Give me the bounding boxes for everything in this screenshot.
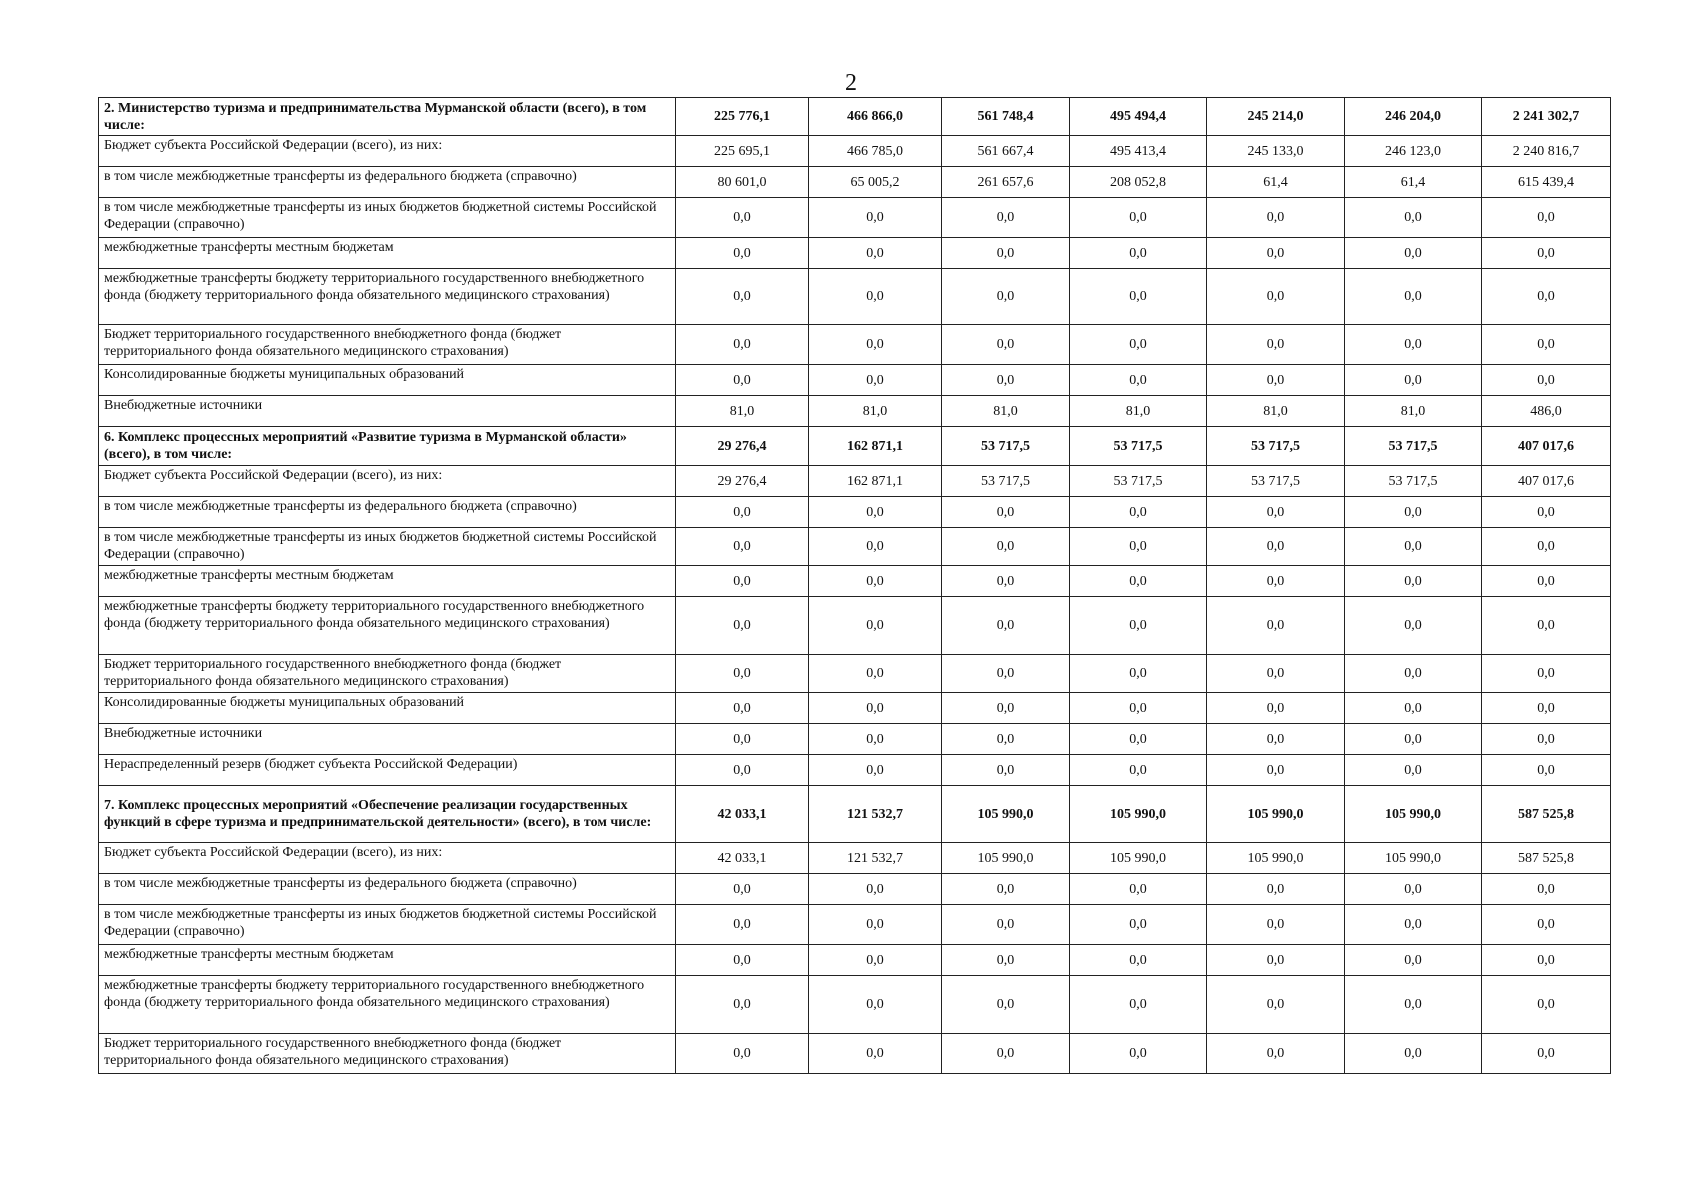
row-value-cell: 162 871,1: [809, 427, 942, 466]
row-total-cell: 0,0: [1482, 724, 1611, 755]
table-row: [99, 945, 1611, 976]
row-value-cell: 0,0: [942, 655, 1070, 693]
row-value-cell: 0,0: [1345, 365, 1482, 396]
row-label: 7. Комплекс процессных мероприятий «Обеспечение реализации государственных функций в сфере туризма и предпринимательской деятельности» (всего), в том числе:: [104, 798, 652, 830]
row-value-cell: 0,0: [942, 497, 1070, 528]
row-value-cell: 61,4: [1345, 167, 1482, 198]
row-value-cell: 0,0: [676, 945, 809, 976]
row-label: межбюджетные трансферты местным бюджетам: [104, 947, 394, 962]
row-value-cell: 0,0: [676, 365, 809, 396]
row-value-cell: 0,0: [809, 905, 942, 945]
row-total-cell: 0,0: [1482, 198, 1611, 238]
row-value-cell: 42 033,1: [676, 786, 809, 843]
row-label: межбюджетные трансферты бюджету территориального государственного внебюджетного фонда (бюджету территориального фонда обязательного медицинского страхования): [104, 978, 645, 1010]
row-value-cell: 0,0: [942, 945, 1070, 976]
row-value-cell: 0,0: [1345, 945, 1482, 976]
row-label: Консолидированные бюджеты муниципальных образований: [104, 695, 465, 710]
row-value-cell: 0,0: [809, 198, 942, 238]
row-value-cell: 466 785,0: [809, 136, 942, 167]
row-value-cell: 0,0: [1345, 976, 1482, 1034]
budget-table: [98, 97, 1611, 1074]
row-total-cell: 0,0: [1482, 269, 1611, 325]
row-value-cell: 466 866,0: [809, 98, 942, 136]
row-value-cell: 0,0: [1207, 1034, 1345, 1074]
row-value-cell: 53 717,5: [942, 427, 1070, 466]
row-value-cell: 0,0: [942, 238, 1070, 269]
row-value-cell: 0,0: [1070, 724, 1207, 755]
row-value-cell: 0,0: [676, 597, 809, 655]
row-value-cell: 0,0: [1345, 693, 1482, 724]
row-value-cell: 0,0: [942, 874, 1070, 905]
table-row: [99, 786, 1611, 843]
row-value-cell: 53 717,5: [942, 466, 1070, 497]
row-label-cell: [99, 198, 676, 238]
row-value-cell: 0,0: [1345, 1034, 1482, 1074]
row-value-cell: 29 276,4: [676, 427, 809, 466]
row-label: Бюджет территориального государственного внебюджетного фонда (бюджет территориального фонда обязательного медицинского страхования): [104, 327, 562, 359]
row-value-cell: 162 871,1: [809, 466, 942, 497]
row-value-cell: 0,0: [1207, 945, 1345, 976]
row-label: Бюджет территориального государственного внебюджетного фонда (бюджет территориального фонда обязательного медицинского страхования): [104, 1036, 562, 1068]
row-value-cell: 208 052,8: [1070, 167, 1207, 198]
row-value-cell: 225 776,1: [676, 98, 809, 136]
row-total-cell: 0,0: [1482, 325, 1611, 365]
row-value-cell: 29 276,4: [676, 466, 809, 497]
row-label: Бюджет субъекта Российской Федерации (всего), из них:: [104, 845, 443, 860]
row-value-cell: 0,0: [676, 755, 809, 786]
row-value-cell: 81,0: [1345, 396, 1482, 427]
row-value-cell: 53 717,5: [1070, 427, 1207, 466]
row-total-cell: 0,0: [1482, 755, 1611, 786]
row-value-cell: 0,0: [676, 655, 809, 693]
row-value-cell: 0,0: [676, 724, 809, 755]
row-value-cell: 0,0: [1207, 528, 1345, 566]
row-total-cell: 0,0: [1482, 566, 1611, 597]
row-total-cell: 587 525,8: [1482, 843, 1611, 874]
row-value-cell: 0,0: [942, 365, 1070, 396]
row-value-cell: 0,0: [809, 269, 942, 325]
row-value-cell: 245 133,0: [1207, 136, 1345, 167]
row-value-cell: 105 990,0: [1070, 843, 1207, 874]
row-value-cell: 81,0: [676, 396, 809, 427]
row-value-cell: 0,0: [1070, 597, 1207, 655]
row-value-cell: 0,0: [676, 528, 809, 566]
row-label-cell: [99, 528, 676, 566]
row-value-cell: 105 990,0: [1345, 843, 1482, 874]
row-value-cell: 0,0: [809, 755, 942, 786]
row-value-cell: 0,0: [809, 1034, 942, 1074]
row-value-cell: 53 717,5: [1345, 466, 1482, 497]
row-value-cell: 0,0: [1207, 976, 1345, 1034]
row-value-cell: 0,0: [1345, 755, 1482, 786]
row-label: в том числе межбюджетные трансферты из иных бюджетов бюджетной системы Российской Федерации (справочно): [104, 907, 657, 939]
row-label: межбюджетные трансферты бюджету территориального государственного внебюджетного фонда (бюджету территориального фонда обязательного медицинского страхования): [104, 599, 645, 631]
row-total-cell: 0,0: [1482, 655, 1611, 693]
row-value-cell: 0,0: [1070, 655, 1207, 693]
row-value-cell: 0,0: [1345, 269, 1482, 325]
page-number: 2: [845, 70, 857, 96]
row-value-cell: 225 695,1: [676, 136, 809, 167]
row-value-cell: 81,0: [1207, 396, 1345, 427]
row-value-cell: 0,0: [1070, 874, 1207, 905]
row-label-cell: [99, 98, 676, 136]
row-total-cell: 0,0: [1482, 528, 1611, 566]
table-row: [99, 566, 1611, 597]
row-label: Бюджет территориального государственного внебюджетного фонда (бюджет территориального фонда обязательного медицинского страхования): [104, 657, 562, 689]
table-row: [99, 136, 1611, 167]
row-label-cell: [99, 365, 676, 396]
row-value-cell: 0,0: [676, 238, 809, 269]
row-value-cell: 0,0: [676, 566, 809, 597]
row-value-cell: 0,0: [1345, 724, 1482, 755]
row-value-cell: 0,0: [1207, 755, 1345, 786]
table-row: [99, 597, 1611, 655]
row-value-cell: 0,0: [942, 269, 1070, 325]
row-value-cell: 53 717,5: [1345, 427, 1482, 466]
table-row: [99, 976, 1611, 1034]
row-value-cell: 65 005,2: [809, 167, 942, 198]
row-value-cell: 0,0: [942, 693, 1070, 724]
row-label-cell: [99, 786, 676, 843]
row-value-cell: 0,0: [1070, 497, 1207, 528]
row-label-cell: [99, 427, 676, 466]
row-label-cell: [99, 1034, 676, 1074]
row-value-cell: 246 123,0: [1345, 136, 1482, 167]
row-value-cell: 0,0: [1070, 1034, 1207, 1074]
row-label-cell: [99, 167, 676, 198]
row-label-cell: [99, 693, 676, 724]
table-row: [99, 724, 1611, 755]
table-row: [99, 466, 1611, 497]
table-row: [99, 198, 1611, 238]
row-value-cell: 0,0: [1345, 655, 1482, 693]
row-label: в том числе межбюджетные трансферты из иных бюджетов бюджетной системы Российской Федерации (справочно): [104, 530, 657, 562]
row-label-cell: [99, 945, 676, 976]
row-value-cell: 0,0: [1070, 238, 1207, 269]
row-label: межбюджетные трансферты местным бюджетам: [104, 240, 394, 255]
row-value-cell: 0,0: [1070, 365, 1207, 396]
row-total-cell: 587 525,8: [1482, 786, 1611, 843]
row-value-cell: 0,0: [1070, 905, 1207, 945]
row-value-cell: 561 748,4: [942, 98, 1070, 136]
row-total-cell: 407 017,6: [1482, 427, 1611, 466]
row-value-cell: 0,0: [1207, 566, 1345, 597]
row-label: Консолидированные бюджеты муниципальных образований: [104, 367, 465, 382]
row-value-cell: 0,0: [809, 724, 942, 755]
row-total-cell: 0,0: [1482, 365, 1611, 396]
table-row: [99, 167, 1611, 198]
table-row: [99, 655, 1611, 693]
row-total-cell: 0,0: [1482, 597, 1611, 655]
row-value-cell: 0,0: [676, 198, 809, 238]
row-value-cell: 0,0: [676, 269, 809, 325]
row-value-cell: 0,0: [676, 497, 809, 528]
table-row: [99, 905, 1611, 945]
row-value-cell: 0,0: [1070, 528, 1207, 566]
row-value-cell: 0,0: [942, 597, 1070, 655]
table-row: [99, 427, 1611, 466]
row-value-cell: 0,0: [1345, 325, 1482, 365]
row-label-cell: [99, 755, 676, 786]
row-value-cell: 245 214,0: [1207, 98, 1345, 136]
table-row: [99, 1034, 1611, 1074]
row-value-cell: 0,0: [942, 905, 1070, 945]
row-value-cell: 105 990,0: [1070, 786, 1207, 843]
row-value-cell: 0,0: [1345, 566, 1482, 597]
row-value-cell: 53 717,5: [1207, 427, 1345, 466]
row-value-cell: 0,0: [1345, 497, 1482, 528]
row-label: Внебюджетные источники: [104, 726, 263, 741]
row-total-cell: 2 240 816,7: [1482, 136, 1611, 167]
row-value-cell: 80 601,0: [676, 167, 809, 198]
row-label: в том числе межбюджетные трансферты из федерального бюджета (справочно): [104, 169, 577, 184]
row-value-cell: 0,0: [1070, 755, 1207, 786]
row-value-cell: 0,0: [1070, 945, 1207, 976]
row-value-cell: 121 532,7: [809, 786, 942, 843]
row-total-cell: 0,0: [1482, 976, 1611, 1034]
row-label-cell: [99, 874, 676, 905]
row-value-cell: 0,0: [1207, 724, 1345, 755]
row-value-cell: 0,0: [942, 755, 1070, 786]
row-label-cell: [99, 497, 676, 528]
row-value-cell: 0,0: [809, 238, 942, 269]
row-value-cell: 0,0: [1207, 874, 1345, 905]
row-total-cell: 0,0: [1482, 693, 1611, 724]
row-label-cell: [99, 466, 676, 497]
row-value-cell: 0,0: [942, 198, 1070, 238]
table-row: [99, 874, 1611, 905]
row-value-cell: 0,0: [1070, 325, 1207, 365]
row-value-cell: 0,0: [1070, 976, 1207, 1034]
row-label-cell: [99, 597, 676, 655]
row-value-cell: 42 033,1: [676, 843, 809, 874]
row-value-cell: 105 990,0: [1207, 786, 1345, 843]
row-value-cell: 0,0: [1207, 325, 1345, 365]
row-value-cell: 0,0: [942, 566, 1070, 597]
table-row: [99, 365, 1611, 396]
row-value-cell: 0,0: [1070, 198, 1207, 238]
row-value-cell: 81,0: [809, 396, 942, 427]
row-value-cell: 0,0: [1207, 655, 1345, 693]
row-label-cell: [99, 976, 676, 1034]
row-label: межбюджетные трансферты местным бюджетам: [104, 568, 394, 583]
row-total-cell: 0,0: [1482, 497, 1611, 528]
row-value-cell: 0,0: [676, 905, 809, 945]
row-value-cell: 0,0: [942, 528, 1070, 566]
row-total-cell: 0,0: [1482, 874, 1611, 905]
row-value-cell: 0,0: [1207, 269, 1345, 325]
row-value-cell: 81,0: [1070, 396, 1207, 427]
row-value-cell: 0,0: [1207, 365, 1345, 396]
row-total-cell: 615 439,4: [1482, 167, 1611, 198]
row-value-cell: 0,0: [809, 945, 942, 976]
row-value-cell: 0,0: [1207, 238, 1345, 269]
row-value-cell: 0,0: [1345, 198, 1482, 238]
row-value-cell: 0,0: [1207, 905, 1345, 945]
row-value-cell: 0,0: [809, 365, 942, 396]
row-value-cell: 0,0: [809, 497, 942, 528]
row-label-cell: [99, 566, 676, 597]
row-value-cell: 0,0: [809, 976, 942, 1034]
row-value-cell: 0,0: [809, 325, 942, 365]
row-value-cell: 0,0: [676, 693, 809, 724]
row-value-cell: 0,0: [809, 874, 942, 905]
row-value-cell: 495 413,4: [1070, 136, 1207, 167]
row-value-cell: 0,0: [1070, 566, 1207, 597]
row-label: в том числе межбюджетные трансферты из федерального бюджета (справочно): [104, 499, 577, 514]
row-value-cell: 61,4: [1207, 167, 1345, 198]
row-value-cell: 0,0: [1345, 238, 1482, 269]
row-value-cell: 0,0: [1345, 874, 1482, 905]
table-row: [99, 396, 1611, 427]
row-value-cell: 0,0: [942, 1034, 1070, 1074]
table-row: [99, 269, 1611, 325]
row-value-cell: 261 657,6: [942, 167, 1070, 198]
row-value-cell: 0,0: [1345, 905, 1482, 945]
row-label: Нераспределенный резерв (бюджет субъекта Российской Федерации): [104, 757, 518, 772]
row-value-cell: 0,0: [809, 693, 942, 724]
row-value-cell: 0,0: [1070, 693, 1207, 724]
row-value-cell: 0,0: [942, 976, 1070, 1034]
row-value-cell: 0,0: [1345, 597, 1482, 655]
row-label-cell: [99, 843, 676, 874]
table-row: [99, 325, 1611, 365]
table-body: [99, 98, 1611, 1074]
row-label-cell: [99, 269, 676, 325]
row-value-cell: 0,0: [676, 1034, 809, 1074]
row-value-cell: 0,0: [1345, 528, 1482, 566]
row-value-cell: 0,0: [809, 597, 942, 655]
row-total-cell: 0,0: [1482, 238, 1611, 269]
table-row: [99, 497, 1611, 528]
row-label: в том числе межбюджетные трансферты из иных бюджетов бюджетной системы Российской Федерации (справочно): [104, 200, 657, 232]
row-label: 2. Министерство туризма и предпринимательства Мурманской области (всего), в том числе:: [104, 100, 647, 133]
row-label-cell: [99, 396, 676, 427]
row-total-cell: 0,0: [1482, 1034, 1611, 1074]
table-row: [99, 238, 1611, 269]
row-label-cell: [99, 905, 676, 945]
row-value-cell: 0,0: [809, 655, 942, 693]
row-value-cell: 105 990,0: [942, 843, 1070, 874]
row-value-cell: 121 532,7: [809, 843, 942, 874]
row-total-cell: 486,0: [1482, 396, 1611, 427]
table-row: [99, 755, 1611, 786]
table-row: [99, 693, 1611, 724]
row-label: в том числе межбюджетные трансферты из федерального бюджета (справочно): [104, 876, 577, 891]
row-value-cell: 0,0: [809, 566, 942, 597]
row-value-cell: 0,0: [1207, 693, 1345, 724]
row-label: Внебюджетные источники: [104, 398, 263, 413]
row-value-cell: 0,0: [676, 874, 809, 905]
row-value-cell: 0,0: [676, 976, 809, 1034]
row-value-cell: 561 667,4: [942, 136, 1070, 167]
row-label-cell: [99, 724, 676, 755]
row-total-cell: 2 241 302,7: [1482, 98, 1611, 136]
row-total-cell: 0,0: [1482, 905, 1611, 945]
row-value-cell: 495 494,4: [1070, 98, 1207, 136]
row-label-cell: [99, 238, 676, 269]
row-value-cell: 53 717,5: [1070, 466, 1207, 497]
table-row: [99, 528, 1611, 566]
table-row: [99, 98, 1611, 136]
row-value-cell: 0,0: [942, 724, 1070, 755]
row-label-cell: [99, 136, 676, 167]
row-total-cell: 407 017,6: [1482, 466, 1611, 497]
row-value-cell: 0,0: [676, 325, 809, 365]
row-value-cell: 0,0: [1070, 269, 1207, 325]
row-label-cell: [99, 325, 676, 365]
row-value-cell: 105 990,0: [1345, 786, 1482, 843]
row-value-cell: 246 204,0: [1345, 98, 1482, 136]
row-label: Бюджет субъекта Российской Федерации (всего), из них:: [104, 138, 443, 153]
row-value-cell: 0,0: [809, 528, 942, 566]
row-value-cell: 53 717,5: [1207, 466, 1345, 497]
table-row: [99, 843, 1611, 874]
row-label: Бюджет субъекта Российской Федерации (всего), из них:: [104, 468, 443, 483]
row-value-cell: 0,0: [1207, 597, 1345, 655]
row-value-cell: 0,0: [942, 325, 1070, 365]
row-value-cell: 0,0: [1207, 497, 1345, 528]
row-total-cell: 0,0: [1482, 945, 1611, 976]
row-label: 6. Комплекс процессных мероприятий «Развитие туризма в Мурманской области» (всего), в том числе:: [104, 430, 627, 462]
row-value-cell: 105 990,0: [942, 786, 1070, 843]
row-label: межбюджетные трансферты бюджету территориального государственного внебюджетного фонда (бюджету территориального фонда обязательного медицинского страхования): [104, 271, 645, 303]
row-value-cell: 0,0: [1207, 198, 1345, 238]
row-value-cell: 105 990,0: [1207, 843, 1345, 874]
row-value-cell: 81,0: [942, 396, 1070, 427]
row-label-cell: [99, 655, 676, 693]
